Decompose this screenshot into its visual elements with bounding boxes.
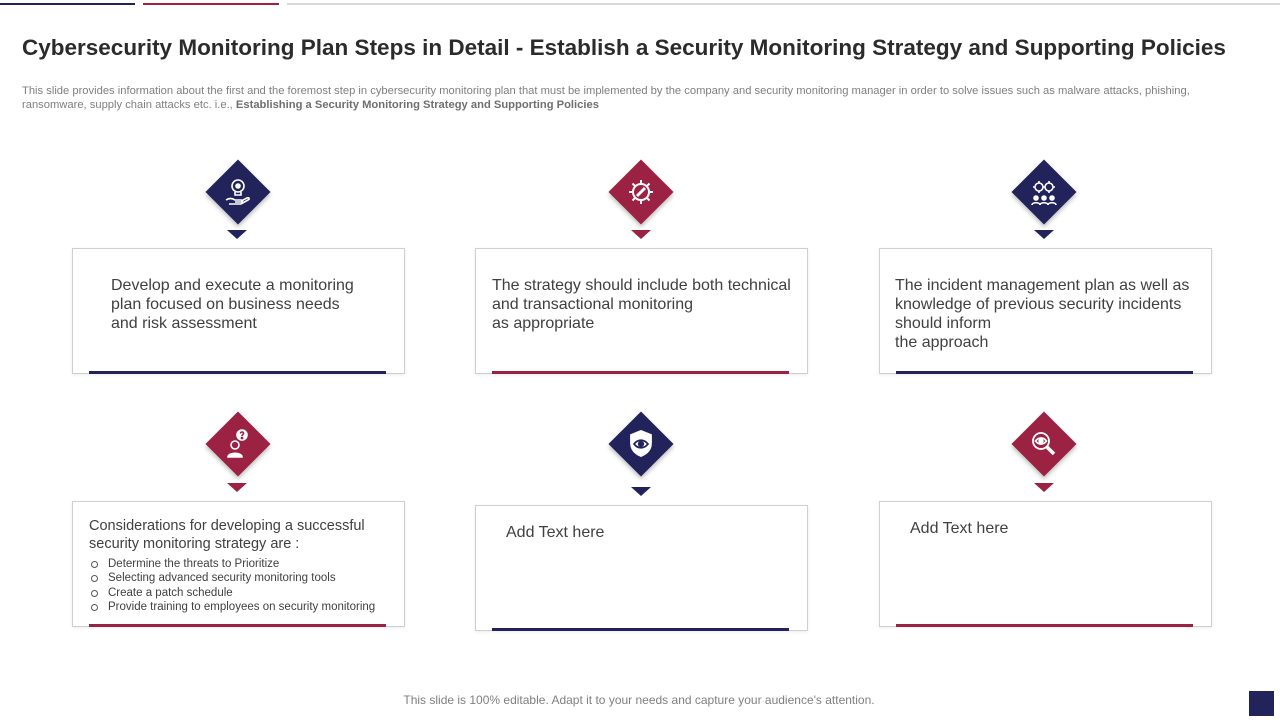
card-1	[72, 248, 405, 374]
card-6-text: Add Text here	[910, 520, 1009, 537]
card-2-text: The strategy should include both technical and transactional monitoring as appropriate	[492, 277, 791, 332]
card-2	[475, 248, 808, 374]
card-6-underline	[896, 624, 1193, 627]
card-4-text: Considerations for developing a successful security monitoring strategy are :	[89, 518, 365, 552]
list-item: Create a patch schedule	[89, 586, 375, 600]
subtitle-emphasis: Establishing a Security Monitoring Strategy and Supporting Policies	[235, 99, 599, 111]
pointer-5	[631, 487, 651, 496]
card-4	[72, 501, 405, 627]
card-1-text: Develop and execute a monitoring plan focused on business needs and risk assessment	[111, 277, 354, 332]
list-item: Determine the threats to Prioritize	[89, 557, 375, 571]
top-accent-navy	[0, 3, 135, 5]
footer-note: This slide is 100% editable. Adapt it to your needs and capture your audience's attention.	[403, 693, 875, 707]
card-4-underline	[89, 624, 386, 627]
top-accent-red	[143, 3, 279, 5]
card-3-text: The incident management plan as well as knowledge of previous security incidents should inform the approach	[895, 277, 1190, 351]
card-3	[879, 248, 1212, 374]
shield-eye-icon	[609, 412, 673, 476]
card-6	[879, 501, 1212, 627]
pointer-2	[631, 230, 651, 239]
card-2-underline	[492, 371, 789, 374]
pointer-6	[1034, 483, 1054, 492]
slide-subtitle	[22, 84, 1237, 112]
card-5-underline	[492, 628, 789, 631]
pointer-4	[227, 483, 247, 492]
card-5-text: Add Text here	[506, 524, 605, 541]
top-accent-grey	[287, 3, 1280, 5]
pointer-1	[227, 230, 247, 239]
person-question-icon	[206, 412, 270, 476]
list-item: Selecting advanced security monitoring tools	[89, 571, 375, 585]
card-1-underline	[89, 371, 386, 374]
magnifier-eye-icon	[1012, 412, 1076, 476]
card-5	[475, 505, 808, 631]
gears-people-icon	[1012, 160, 1076, 224]
slide-title: Cybersecurity Monitoring Plan Steps in Detail - Establish a Security Monitoring Strategy and Supporting Policies	[22, 35, 1226, 60]
pointer-3	[1034, 230, 1054, 239]
gear-wrench-icon	[609, 160, 673, 224]
card-3-underline	[896, 371, 1193, 374]
list-item: Provide training to employees on security monitoring	[89, 600, 375, 614]
corner-square	[1249, 691, 1274, 716]
subtitle-text: This slide provides information about the first and the foremost step in cybersecurity monitoring plan that must be implemented by the company and security monitoring manager in order to solve issues such as malware attacks, phishing, ransomware, supply chain attacks etc. i.e.,	[22, 85, 1190, 111]
lightbulb-hand-icon	[206, 160, 270, 224]
considerations-list	[89, 557, 375, 614]
